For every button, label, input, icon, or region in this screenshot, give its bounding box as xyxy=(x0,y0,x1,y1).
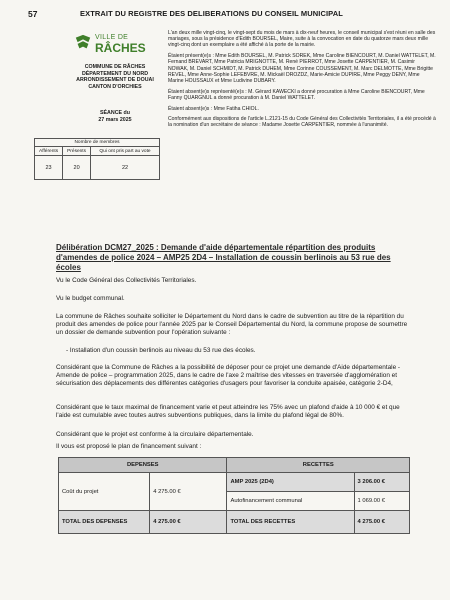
minutes-paragraph: Conformément aux dispositions de l'article L.2121-15 du Code Général des Collectivités Territoriales, il a été procédé à la nomination d'un secrétaire de séance : Madame Josette CARPENTIER, nommée à l'unanimité. xyxy=(168,116,436,129)
seance-date: 27 mars 2025 xyxy=(98,116,132,123)
plan-intro: Il vous est proposé le plan de financement suivant : xyxy=(56,443,202,450)
page-number: 57 xyxy=(28,9,38,19)
minutes-block xyxy=(168,30,436,133)
financing-table xyxy=(58,457,410,534)
commune-line: COMMUNE DE RÂCHES xyxy=(84,64,146,70)
members-table xyxy=(34,138,160,180)
minutes-paragraph: Étaient présent(e)s : Mme Edith BOURSEL, M. Patrick SOREK, Mme Caroline BIENCOURT, M. Daniel WATTELET, M. Fernand BREVART, Mme Patricia MRIGNOTTE, M. René PIERROT, Mme Josette CARPENTIER, M. Casimir NOWAK, M. Daniel SCHMIDT, M. Patrick DUHEM, Mme Corinne COUSSEMENT, M. Marc DELMOTTE, Mme Brigitte REVEL, Mme Anne-Sophie LEFEBVRE, M. Mickaël DROZDZ, Marie-Amicie DUPIRE, Mme Peggy DENY, Mme Marine HOUSSAUX et Mme Ludivine DUBARY. xyxy=(168,53,436,84)
cout-label: Coût du projet xyxy=(59,473,150,511)
commune-block xyxy=(60,64,170,90)
logo-text xyxy=(95,32,146,54)
depenses-header: DEPENSES xyxy=(59,458,227,473)
register-header: EXTRAIT DU REGISTRE DES DELIBERATIONS DU CONSEIL MUNICIPAL xyxy=(80,9,343,18)
town-logo xyxy=(74,32,146,54)
paragraph-2: Considérant que la Commune de Râches a la possibilité de déposer pour ce projet une demande d'Aide départementale - Amende de police – programmation 2025, dans le cadre de l'axe 2 maîtrise des vitesses en traversée d'agglomération et sécurisation des déplacements des différentes catégories d'usagers pour favoriser la conduite apaisée, catégorie 2-D4, xyxy=(56,364,401,387)
bullet-item: - Installation d'un coussin berlinois au niveau du 53 rue des écoles. xyxy=(66,347,256,354)
recettes-header: RECETTES xyxy=(227,458,410,473)
deliberation-title: Délibération DCM27_2025 : Demande d'aide départementale répartition des produits d'amendes de police 2024 – AMP25 2D4 – Installation de coussin berlinois au 53 rue des écoles xyxy=(56,243,391,272)
commune-line: ARRONDISSEMENT DE DOUAI xyxy=(76,77,154,84)
auto-label: Autofinancement communal xyxy=(227,492,354,511)
total-dep-label: TOTAL DES DEPENSES xyxy=(59,511,150,534)
amp-value: 3 206.00 € xyxy=(354,473,409,492)
logo-name: RÂCHES xyxy=(95,41,146,55)
members-header: Présents xyxy=(63,147,91,156)
cout-value: 4 275.00 € xyxy=(150,473,227,511)
members-value: 23 xyxy=(35,156,63,180)
vu-line-2: Vu le budget communal. xyxy=(56,295,125,302)
paragraph-1: La commune de Râches souhaite solliciter le Département du Nord dans le cadre de subvention au titre de la répartition du produit des amendes de police pour l'année 2025 par le Conseil Départemental du Nord, la commune propose de soumettre un dossier de demande subvention pour l'opération suivante : xyxy=(56,313,408,336)
members-header: Afférents xyxy=(35,147,63,156)
amp-label: AMP 2025 (2D4) xyxy=(227,473,354,492)
members-value: 20 xyxy=(63,156,91,180)
commune-line: DÉPARTEMENT DU NORD xyxy=(81,70,149,77)
members-header: Qui ont pris part au vote xyxy=(91,147,160,156)
logo-prefix: VILLE DE xyxy=(95,34,129,41)
members-table-title: Nombre de membres xyxy=(35,139,160,147)
commune-line: CANTON D'ORCHIES xyxy=(88,83,142,90)
total-dep-value: 4 275.00 € xyxy=(150,511,227,534)
total-rec-value: 4 275.00 € xyxy=(354,511,409,534)
crest-icon xyxy=(74,34,92,52)
minutes-paragraph: L'an deux mille vingt-cinq, le vingt-sept du mois de mars à dix-neuf heures, le conseil municipal s'est réuni en salle des mariages, sous la présidence d'Edith BOURSEL, Maire, suite à la convocation en date du quatorze mars deux mille vingt-cinq dont un exemplaire a été affiché à la porte de la mairie. xyxy=(168,30,436,49)
seance-block xyxy=(60,110,170,123)
auto-value: 1 069.00 € xyxy=(354,492,409,511)
total-rec-label: TOTAL DES RECETTES xyxy=(227,511,354,534)
minutes-paragraph: Étaient absent(e)s représenté(e)s : M. Gérard KAWECKI a donné procuration à Mme Caroline BIENCOURT, Mme Fanny QUARGNUL a donné procuration à M. Daniel WATTELET. xyxy=(168,88,425,101)
minutes-paragraph: Étaient absent(e)s : Mme Fatiha CHIOL. xyxy=(168,105,259,112)
paragraph-3: Considérant que le taux maximal de financement varie et peut atteindre les 75% avec un plafond d'aide à 10 000 € et que l'aide est cumulable avec toutes autres subventions publiques, dans la limite du plafond légal de 80%. xyxy=(56,404,400,419)
paragraph-4: Considérant que le projet est conforme à la circulaire départementale. xyxy=(56,431,254,438)
seance-label: SÉANCE du xyxy=(99,110,131,116)
vu-line-1: Vu le Code Général des Collectivités Territoriales. xyxy=(56,277,197,284)
members-value: 22 xyxy=(91,156,160,180)
